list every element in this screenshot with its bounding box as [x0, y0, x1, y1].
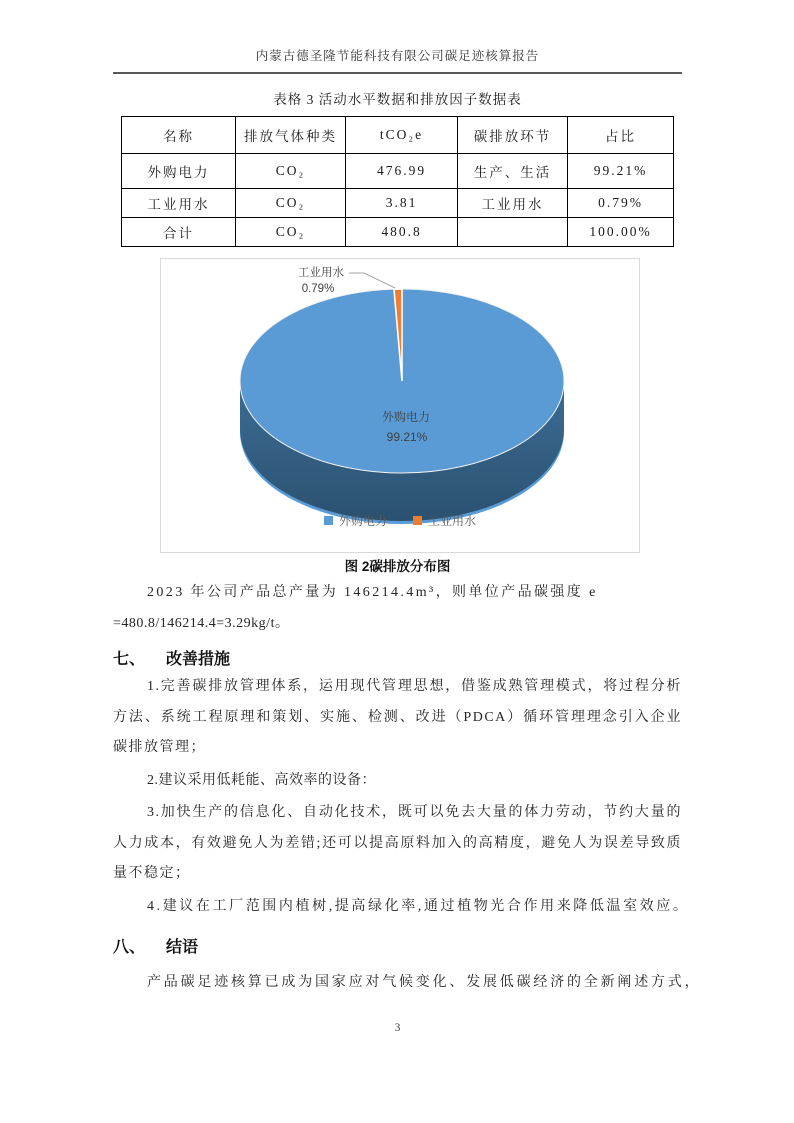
pie-label-water-pct: 0.79%	[301, 283, 335, 295]
cell-share: 100.00%	[568, 218, 674, 247]
header-divider	[113, 72, 682, 74]
production-line-2: =480.8/146214.4=3.29kg/t。	[113, 616, 290, 631]
table-title: 表格 3 活动水平数据和排放因子数据表	[273, 92, 522, 107]
cell-share: 99.21%	[568, 154, 674, 189]
section-number: 八、	[113, 939, 146, 956]
legend-label-water: 工业用水	[428, 514, 477, 528]
legend-swatch-electricity-icon	[324, 516, 333, 525]
production-line-1: 2023 年公司产品总产量为 146214.4m³，则单位产品碳强度 e	[147, 585, 598, 600]
table-row	[122, 154, 674, 189]
emission-data-table	[121, 116, 674, 247]
pie-label-electricity-pct: 99.21%	[386, 430, 428, 444]
label-leader-line	[349, 273, 395, 288]
conclusion-paragraph: 产品碳足迹核算已成为国家应对气候变化、发展低碳经济的全新阐述方式，	[147, 975, 702, 990]
legend-item-electricity	[324, 512, 387, 529]
cell-tco2e: 3.81	[346, 189, 458, 218]
pie-label-electricity-name: 外购电力	[381, 410, 431, 424]
improvement-item-1: 1.完善碳排放管理体系，运用现代管理思想，借鉴成熟管理模式，将过程分析方法、系统工程原理和策划、实施、检测、改进（PDCA）循环管理理念引入企业碳排放管理；	[113, 679, 682, 755]
cell-gas: CO₂	[236, 154, 346, 189]
page-header: 内蒙古德圣隆节能科技有限公司碳足迹核算报告	[255, 49, 540, 63]
section-title: 结语	[166, 939, 199, 956]
page-number: 3	[394, 1022, 401, 1034]
col-header-tco2e: tCO₂e	[346, 117, 458, 154]
figure-caption: 图 2碳排放分布图	[344, 559, 451, 574]
improvement-item-2: 2.建议采用低耗能、高效率的设备：	[147, 772, 376, 788]
cell-stage: 生产、生活	[458, 154, 568, 189]
legend-swatch-water-icon	[413, 516, 422, 525]
cell-gas: CO₂	[236, 218, 346, 247]
section-number: 七、	[113, 651, 146, 668]
col-header-name: 名称	[122, 117, 236, 154]
cell-name: 工业用水	[122, 189, 236, 218]
improvement-items	[113, 672, 690, 924]
cell-stage: 工业用水	[458, 189, 568, 218]
cell-gas: CO₂	[236, 189, 346, 218]
pie-chart-panel	[160, 258, 640, 553]
cell-tco2e: 476.99	[346, 154, 458, 189]
cell-name: 合计	[122, 218, 236, 247]
table-row	[122, 189, 674, 218]
pie-chart	[161, 259, 639, 552]
section-heading-improvement	[113, 646, 682, 669]
col-header-gas: 排放气体种类	[236, 117, 346, 154]
cell-tco2e: 480.8	[346, 218, 458, 247]
legend-item-water	[413, 512, 476, 529]
production-paragraph	[113, 577, 682, 639]
chart-legend	[161, 512, 639, 529]
col-header-share: 占比	[568, 117, 674, 154]
cell-share: 0.79%	[568, 189, 674, 218]
pie-label-water-name: 工业用水	[298, 267, 344, 279]
cell-name: 外购电力	[122, 154, 236, 189]
table-header-row	[122, 117, 674, 154]
table-row	[122, 218, 674, 247]
improvement-item-4: 4.建议在工厂范围内植树,提高绿化率,通过植物光合作用来降低温室效应。	[147, 898, 690, 914]
col-header-stage: 碳排放环节	[458, 117, 568, 154]
cell-stage	[458, 218, 568, 247]
improvement-item-3: 3.加快生产的信息化、自动化技术，既可以免去大量的体力劳动，节约大量的人力成本，有效避免人为差错;还可以提高原料加入的高精度，避免人为误差导致质量不稳定；	[113, 805, 682, 881]
legend-label-electricity: 外购电力	[338, 514, 387, 528]
section-title: 改善措施	[166, 651, 231, 668]
section-heading-conclusion	[113, 934, 682, 957]
